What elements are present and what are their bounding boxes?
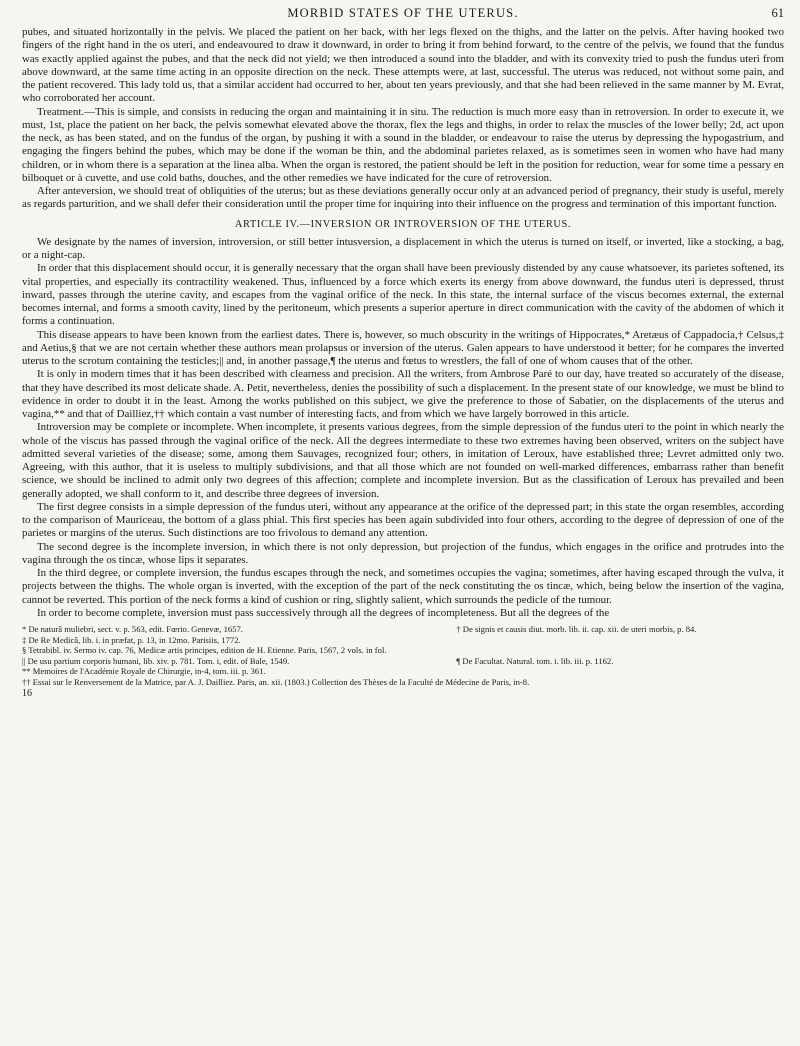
article-heading: ARTICLE IV.—INVERSION OR INTROVERSION OF THE UTERUS. xyxy=(234,218,572,230)
paragraph: After anteversion, we should treat of obliquities of the uterus; but as these deviations generally occur only at an advanced period of pregnancy, their study is useful, merely as regards parturition, and we shall defer their consideration until the proper time for inquiring into their influence on the progress and termination of this important function. xyxy=(22,185,784,211)
footnotes xyxy=(22,624,784,699)
paragraph: We designate by the names of inversion, introversion, or still better intusversion, a displacement in which the uterus is turned on itself, or inverted, like a stocking, a bag, or a night-cap. xyxy=(22,235,784,261)
main-text xyxy=(22,26,784,620)
paragraph: In order that this displacement should occur, it is generally necessary that the organ shall have been previously distended by any cause whatsoever, its parietes softened, its vital properties, and especially its contractility weakened. Thus, influenced by a force which exerts its energy from above downward, the fundus uteri is depressed, thrust inward, passes through the uterine cavity, and escapes from the vaginal orifice of the neck. In this state, the internal surface of the viscus becomes external, the external becomes internal, and forms a smooth cavity, lined by the peritoneum, which presents a superior aperture in direct communication with the cavity of the abdomen of which it forms a continuation. xyxy=(22,262,784,328)
paragraph: This disease appears to have been known from the earliest dates. There is, however, so much obscurity in the writings of Hippocrates,* Aretæus of Cappadocia,† Celsus,‡ and Aetius,§ that we are not certain whether these authors mean prolapsus or inversion of the uterus. Galen appears to have understood it better; for he compares the inverted uterus to the scrotum containing the testicles;|| and, in another passage,¶ the uterus and fœtus to wrestlers, the fall of one of whom causes that of the other. xyxy=(22,328,784,367)
paragraph: In order to become complete, inversion must pass successively through all the degrees of incompleteness. But all the degrees of the xyxy=(37,606,610,619)
paragraph: Treatment.—This is simple, and consists in reducing the organ and maintaining it in situ. The reduction is much more easy than in retroversion. In order to execute it, we must, 1st, place the patient on her back, the pelvis somewhat elevated above the thorax, flex the legs and thighs, in order to relax the muscles of the lower belly; 2d, act upon the neck, as has been stated, and on the fundus of the organ, by pushing it with a sound in the bladder, or endeavour to raise the uterus by depressing the hypogastrium, and engaging the fingers behind the pubes, which may be done if the woman be thin, and the abdominal parietes relaxed, as is sometimes seen in women who have had many children, or in whom there is a separation at the linea alba. When the organ is restored, the patient should be left in the position for reduction, wear for some time a pessary en bilboquet or à cuvette, and use cold baths, douches, and the other remedies we have indicated for the cure of retroversion. xyxy=(22,105,784,184)
paragraph: It is only in modern times that it has been described with clearness and precision. All the writers, from Ambrose Paré to our day, have treated so accurately of the disease, that they have described its most delicate shade. A. Petit, nevertheless, denies the possibility of such a displacement. In the present state of our knowledge, we must be blind to evidence in order to doubt it in the least. Among the works published on this subject, we give the preference to those of Sabatier, on the displacements of the uterus and vagina,** and that of Dailliez,†† which contain a vast number of interesting facts, and from which we have largely borrowed in this article. xyxy=(22,368,784,420)
paragraph: Introversion may be complete or incomplete. When incomplete, it presents various degrees, from the simple depression of the fundus uteri to the point in which nearly the whole of the viscus has passed through the vaginal orifice of the neck. All the degrees intermediate to these two extremes having been observed, writers on the subject have admitted several varieties of the disease; some, among them Sauvages, recognized four; others, in imitation of Leroux, have established three; Levret admitted only two. Agreeing, with this author, that it is useless to multiply subdivisions, and that all those which are not founded on well-marked differences, embarrass rather than benefit science, we should be inclined to admit only two degrees of this affection; complete and incomplete inversion. But as the classification of Leroux has prevailed and been generally adopted, we shall conform to it, and describe three degrees of inversion. xyxy=(22,421,784,500)
page-header xyxy=(22,6,784,26)
footnote-row xyxy=(22,624,784,635)
paragraph: In the third degree, or complete inversion, the fundus escapes through the neck, and sometimes occupies the vagina; sometimes, after having escaped through the vulva, it projects between the thighs. The whole organ is inverted, with the exception of the part of the neck constituting the os tincæ, which, being below the insertion of the vagina, cannot be reverted. This portion of the neck forms a kind of cushion or ring, slightly salient, which surrounds the pedicle of the tumour. xyxy=(22,567,784,606)
paragraph: The first degree consists in a simple depression of the fundus uteri, without any appearance at the orifice of the depressed part; in this state the organ resembles, according to the comparison of Mauriceau, the bottom of a glass phial. This first species has been again subdivided into four others, according to the degree of depression of one of the parietes or margins of the uterus. Such distinctions are too frivolous to demand any attention. xyxy=(22,500,784,540)
footnote: * De naturâ muliebri, sect. v. p. 563, edit. Fœrio. Genevæ, 1657. xyxy=(22,624,243,634)
footnote: †† Essai sur le Renversement de la Matrice, par A. J. Dailliez. Paris, an. xii. (1803.) Collection des Thèses de la Faculté de Médecine de Paris, in-8. xyxy=(22,676,530,687)
printer-signature: 16 xyxy=(22,687,32,699)
footnote: ‡ De Re Medicâ, lib. i. in præfat, p. 13, in 12mo. Parisiis, 1772. xyxy=(22,634,241,645)
running-head: MORBID STATES OF THE UTERUS. xyxy=(287,6,519,20)
footnote: || De usu partium corporis humani, lib. xiv. p. 781. Tom. i, edit. of Bale, 1549. xyxy=(22,655,290,666)
footnote: § Tetrabibl. iv. Sermo iv. cap. 76, Medicæ artis principes, edition de H. Etienne. Paris, 1567, 2 vols. in fol. xyxy=(22,645,387,656)
paragraph: pubes, and situated horizontally in the pelvis. We placed the patient on her back, with her legs flexed on the thighs, and the latter on the pelvis. After having hooked two fingers of the right hand in the os uteri, and endeavoured to draw it downward, in order to bring it from behind forward, to the centre of the pelvis, we found that the fundus was exactly applied against the pubes, and that the neck did not yield; we then introduced a sound into the bladder, and with its convexity tried to push the fundus uteri from above downward, at the same time acting in an opposite direction on the neck. These attempts were, at last, successful. The uterus was reduced, not without some pain, and the patient recovered. This lady told us, that a similar accident had occurred to her, about ten years previously, and that she had been relieved in the same manner by M. Evrat, who corroborated her account. xyxy=(22,26,784,105)
footnote: † De signis et causis diut. morb. lib. ii. cap. xii. de uteri morbis, p. 84. xyxy=(456,624,697,634)
footnote: ¶ De Facultat. Natural. tom. i. lib. iii. p. 1162. xyxy=(456,655,614,666)
footnote: ** Memoires de l'Académie Royale de Chirurgie, in-4, tom. iii. p. 361. xyxy=(22,666,266,677)
paragraph: The second degree is the incomplete inversion, in which there is not only depression, but projection of the fundus, which engages in the orifice and protrudes into the vagina through the os tincæ, whose lips it separates. xyxy=(22,540,784,566)
page-number: 61 xyxy=(771,6,784,20)
footnote-row xyxy=(22,656,784,667)
